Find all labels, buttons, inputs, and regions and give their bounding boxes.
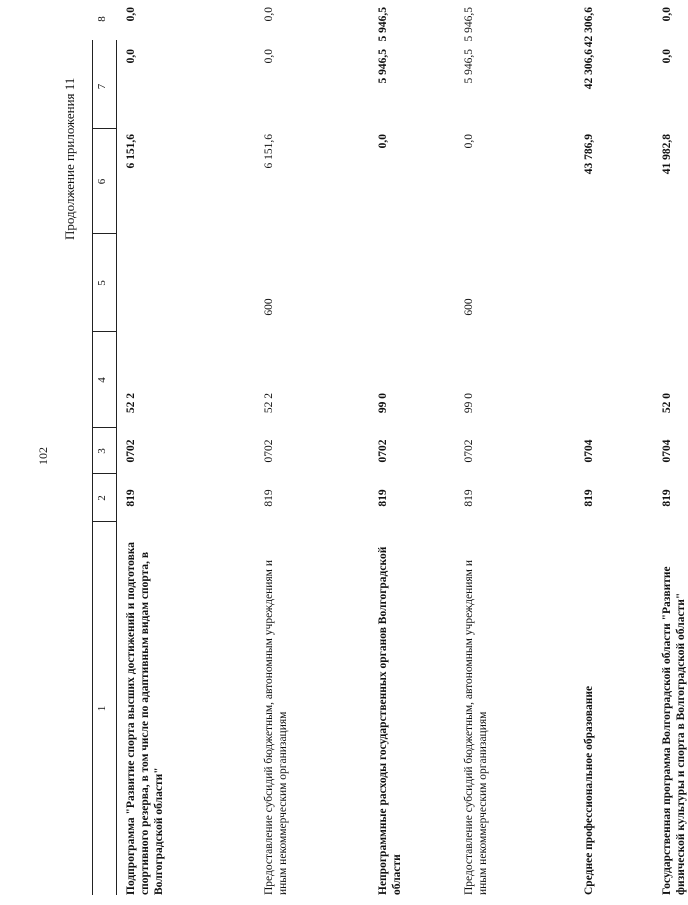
row-name: Предоставление субсидий бюджетным, автономным учреждениям и иным некоммерческим организациям (263, 560, 289, 895)
row-value-c6: 0,0 (463, 134, 475, 149)
row-value-c2: 819 (583, 489, 595, 507)
col-header-5: 5 (96, 280, 108, 286)
row-value-c8: 0,0 (263, 7, 275, 22)
row-value-c4: 52 2 (125, 392, 137, 414)
row-value-c5: 600 (463, 298, 475, 316)
col-sep (92, 233, 116, 234)
row-value-c4: 52 0 (661, 392, 673, 414)
row-name: Непрограммные расходы государственных органов Волгоградской области (377, 546, 403, 895)
row-value-c2: 819 (263, 489, 275, 507)
row-value-c3: 0704 (583, 439, 595, 463)
row-value-c2: 819 (125, 489, 137, 507)
col-header-8: 8 (96, 16, 108, 22)
col-sep (92, 128, 116, 129)
row-value-c7: 5 946,5 (463, 49, 475, 84)
row-value-c8: 0,0 (661, 7, 673, 22)
col-header-6: 6 (96, 178, 108, 185)
row-value-c7: 0,0 (125, 49, 137, 64)
col-header-2: 2 (96, 495, 108, 501)
row-value-c7: 0,0 (661, 49, 673, 64)
col-sep (92, 331, 116, 332)
row-value-c6: 41 982,8 (661, 134, 673, 175)
col-sep (92, 473, 116, 474)
table-top-rule (92, 40, 93, 895)
row-value-c6: 6 151,6 (125, 134, 137, 169)
row-value-c6: 0,0 (377, 134, 389, 149)
col-header-1: 1 (96, 705, 108, 712)
appendix-label: Продолжение приложения 11 (62, 77, 77, 240)
row-value-c3: 0702 (377, 439, 389, 463)
row-value-c3: 0702 (263, 439, 275, 463)
row-value-c2: 819 (661, 489, 673, 507)
row-value-c6: 6 151,6 (263, 134, 275, 169)
col-header-3: 3 (96, 448, 108, 454)
row-name: Предоставление субсидий бюджетным, автономным учреждениям и иным некоммерческим организациям (463, 560, 489, 895)
row-value-c3: 0704 (661, 439, 673, 463)
row-value-c8: 5 946,5 (377, 7, 389, 42)
page-number: 102 (36, 447, 50, 465)
row-value-c4: 52 2 (263, 392, 275, 414)
row-value-c2: 819 (463, 489, 475, 507)
row-name: Подпрограмма "Развитие спорта высших достижений и подготовка спортивного резерва, в том числе по адаптивным видам спорта, в Волгоградской области" (125, 541, 165, 895)
row-value-c8: 5 946,5 (463, 7, 475, 42)
row-value-c3: 0702 (463, 439, 475, 463)
row-value-c8: 42 306,6 (583, 7, 595, 48)
row-value-c7: 42 306,6 (583, 49, 595, 90)
row-name: Среднее профессиональное образование (583, 685, 595, 895)
row-value-c3: 0702 (125, 439, 137, 463)
row-value-c8: 0,0 (125, 7, 137, 22)
col-header-4: 4 (96, 377, 108, 383)
row-value-c7: 5 946,5 (377, 49, 389, 84)
col-sep (92, 521, 116, 522)
row-value-c6: 43 786,9 (583, 134, 595, 175)
table-header-rule (116, 40, 117, 895)
row-value-c5: 600 (263, 298, 275, 316)
row-value-c4: 99 0 (463, 392, 475, 414)
row-value-c2: 819 (377, 489, 389, 507)
row-value-c7: 0,0 (263, 49, 275, 64)
col-header-7: 7 (96, 83, 108, 90)
col-sep (92, 427, 116, 428)
row-name: Государственная программа Волгоградской области "Развитие физической культуры и спорта в Волгоградской области" (661, 566, 687, 895)
row-value-c4: 99 0 (377, 392, 389, 414)
